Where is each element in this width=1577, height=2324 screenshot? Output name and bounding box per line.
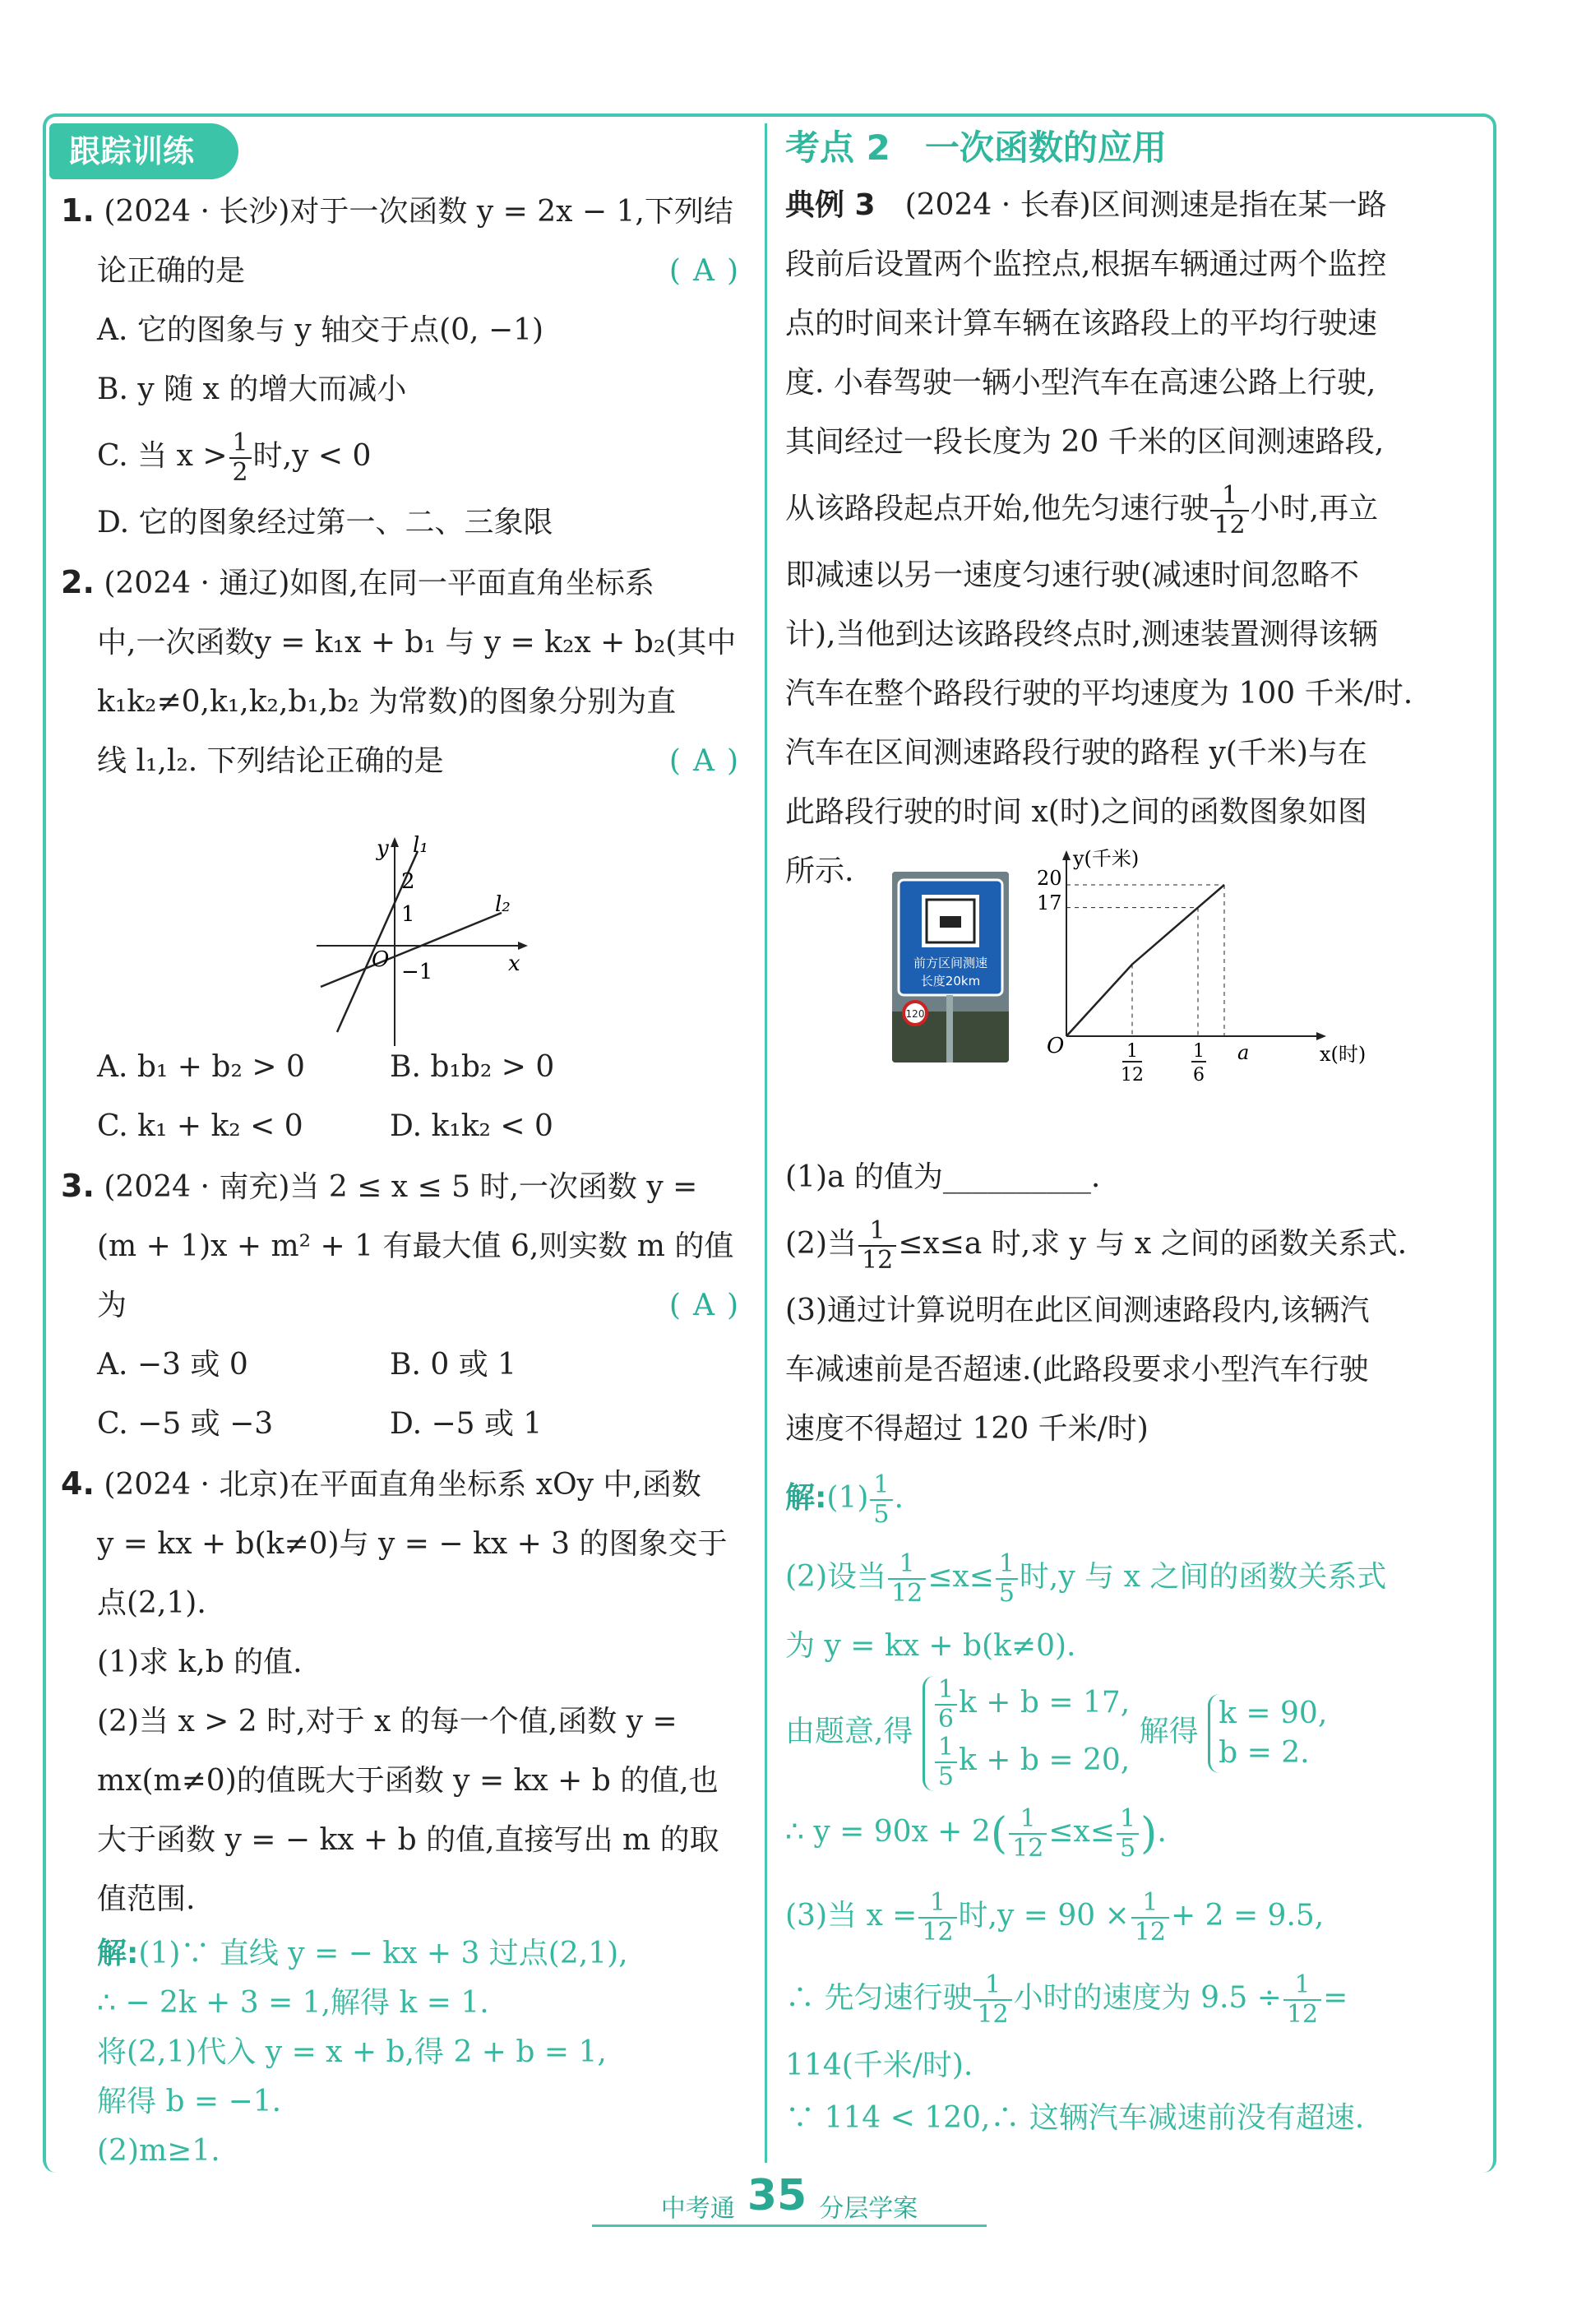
tick-1: 1 <box>401 902 415 927</box>
q1-answer: ( A ) <box>668 254 738 288</box>
q3-option-a: A. −3 或 0 <box>97 1348 248 1382</box>
fraction: $\frac{1}{5}$ <box>996 1550 1018 1608</box>
q3-number: 3. <box>61 1168 95 1204</box>
q3-answer: ( A ) <box>668 1289 738 1322</box>
q1-option-d: D. 它的图象经过第一、二、三象限 <box>97 506 553 539</box>
ex3-label: 典例 3 <box>785 188 876 222</box>
tick-y17: 17 <box>1037 891 1062 914</box>
sign-text-1: 前方区间测速 <box>913 956 988 970</box>
ex3-sol-3d: ∵ 114 < 120,∴ 这辆汽车减速前没有超速. <box>785 2101 1365 2135</box>
q3-option-c: C. −5 或 −3 <box>97 1407 274 1441</box>
q1-stem-line1 <box>61 181 752 242</box>
road-sign-photo <box>892 872 1009 1062</box>
l2-label: l₂ <box>495 892 511 917</box>
footer-left-text: 中考通 <box>660 2194 735 2224</box>
distance-line <box>1066 885 1224 1036</box>
q3-options-cd <box>61 1395 752 1454</box>
ex3-sol-2c: 由题意,得 $\frac{1}{6}$ k + b = 17, $\frac{1}{5}$ k + b = 20, 解得 k = 90, b = 2. <box>785 1675 1328 1791</box>
q4-part2-line1: (2)当 x > 2 时,对于 x 的每一个值,函数 y = <box>97 1705 678 1738</box>
q1-stem1: (2024 · 长沙)对于一次函数 y = 2x − 1,下列结 <box>104 195 733 229</box>
q3-stem-line1: 3. (2024 · 南充)当 2 ≤ x ≤ 5 时,一次函数 y = <box>61 1168 698 1204</box>
footer-line <box>592 2224 987 2227</box>
ex3-line8: 计),当他到达该路段终点时,测速装置测得该辆 <box>785 618 1378 651</box>
page-footer <box>576 2171 1003 2224</box>
ex3-q3-line1: (3)通过计算说明在此区间测速路段内,该辆汽 <box>785 1294 1370 1327</box>
q4-solution-line2: ∴ − 2k + 3 = 1,解得 k = 1. <box>97 1986 489 2020</box>
q3-option-b: B. 0 或 1 <box>390 1348 517 1382</box>
q1-option-b: B. y 随 x 的增大而减小 <box>97 373 407 406</box>
q4-part2-line3: 大于函数 y = − kx + b 的值,直接写出 m 的取 <box>97 1823 719 1857</box>
ex3-line7: 即减速以另一速度匀速行驶(减速时间忽略不 <box>785 558 1360 592</box>
ex3-line1: 典例 3 (2024 · 长春)区间测速是指在某一路 <box>785 188 1387 222</box>
q4-part2-line4: 值范围. <box>97 1882 196 1916</box>
y-axis-label: y(千米) <box>1073 847 1140 870</box>
tick-x2-num: 1 <box>1193 1041 1205 1062</box>
q4-stem-line2: y = kx + b(k≠0)与 y = − kx + 3 的图象交于 <box>97 1527 728 1561</box>
q4-part1: (1)求 k,b 的值. <box>97 1646 303 1679</box>
q1-option-c: C. 当 x > $\frac{1}{2}$ 时,y < 0 <box>97 428 372 487</box>
q3-options-ab <box>61 1336 752 1395</box>
l1-label: l₁ <box>413 833 428 858</box>
q1-stem2: 论正确的是 <box>97 254 246 288</box>
ex3-q1: (1)a 的值为__________. <box>785 1160 1101 1194</box>
q4-stem-line1: 4. (2024 · 北京)在平面直角坐标系 xOy 中,函数 <box>61 1465 701 1502</box>
x-axis-arrow <box>518 942 528 950</box>
column-divider <box>765 123 767 2163</box>
q4-solution-line1: 解:(1)∵ 直线 y = − kx + 3 过点(2,1), <box>97 1937 628 1970</box>
ex3-sol-2b: 为 y = kx + b(k≠0). <box>785 1629 1076 1663</box>
ex3-sol-3c: 114(千米/时). <box>785 2049 973 2082</box>
tick-2: 2 <box>401 869 415 894</box>
page-number: 35 <box>747 2171 807 2220</box>
ex3-sol-3a: (3)当 x = $\frac{1}{12}$ 时,y = 90 × $\frac{1}{12}$ + 2 = 9.5, <box>785 1888 1325 1947</box>
q2-option-c: C. k₁ + k₂ < 0 <box>97 1109 303 1143</box>
tick-x2-den: 6 <box>1193 1065 1205 1086</box>
ex3-line9: 汽车在整个路段行驶的平均速度为 100 千米/时. <box>785 677 1413 711</box>
ex3-line6: 从该路段起点开始,他先匀速行驶 $\frac{1}{12}$ 小时,再立 <box>785 481 1379 539</box>
fraction: $\frac{1}{12}$ <box>1210 482 1248 539</box>
q4-stem-line3: 点(2,1). <box>97 1586 206 1620</box>
tick-x1-den: 12 <box>1121 1065 1144 1086</box>
q2-stem-line3: k₁k₂≠0,k₁,k₂,b₁,b₂ 为常数)的图象分别为直 <box>97 685 677 719</box>
q2-stem-line4: 线 l₁,l₂. 下列结论正确的是 ( A ) <box>61 732 752 791</box>
q2-stem-line2: 中,一次函数y = k₁x + b₁ 与 y = k₂x + b₂(其中 <box>97 626 737 660</box>
equation-system: $\frac{1}{6}$ k + b = 17, $\frac{1}{5}$ k + b = 20, <box>923 1676 1130 1791</box>
q4-solution-line3: 将(2,1)代入 y = x + b,得 2 + b = 1, <box>97 2035 607 2069</box>
x-axis-label: x(时) <box>1320 1043 1367 1066</box>
q4-part2-line2: mx(m≠0)的值既大于函数 y = kx + b 的值,也 <box>97 1764 719 1798</box>
q3-stem-line2: (m + 1)x + m² + 1 有最大值 6,则实数 m 的值 <box>97 1229 734 1263</box>
tick-x1-num: 1 <box>1126 1041 1138 1062</box>
fraction: $\frac{1}{2}$ <box>229 429 252 487</box>
ex3-line10: 汽车在区间测速路段行驶的路程 y(千米)与在 <box>785 736 1367 770</box>
tick-neg1: −1 <box>401 960 433 984</box>
y-axis-label: y <box>377 836 389 861</box>
ex3-solution-label: 解: <box>785 1481 827 1515</box>
ex3-sol-1: 解:(1) $\frac{1}{5}$ . <box>785 1470 904 1529</box>
q3-stem-line3: 为 ( A ) <box>61 1276 752 1336</box>
ex3-q3-line2: 车减速前是否超速.(此路段要求小型汽车行驶 <box>785 1353 1369 1387</box>
origin-label: O <box>372 947 390 972</box>
q4-solution-line4: 解得 b = −1. <box>97 2085 282 2118</box>
right-column <box>785 123 1476 2145</box>
ex3-q2: (2)当 $\frac{1}{12}$ ≤x≤a 时,求 y 与 x 之间的函数关系式. <box>785 1216 1408 1275</box>
q4-solution-line5: (2)m≥1. <box>97 2134 220 2168</box>
fraction: $\frac{1}{12}$ <box>858 1217 896 1275</box>
ex3-line4: 度. 小春驾驶一辆小型汽车在高速公路上行驶, <box>785 366 1376 400</box>
q2-option-b: B. b₁b₂ > 0 <box>390 1050 555 1084</box>
fraction: $\frac{1}{12}$ <box>888 1550 926 1608</box>
ex3-line11: 此路段行驶的时间 x(时)之间的函数图象如图 <box>785 795 1367 829</box>
q4-solution-label: 解: <box>97 1937 139 1970</box>
q2-stem-line1: 2. (2024 · 通辽)如图,在同一平面直角坐标系 <box>61 564 654 600</box>
ex3-sol-2a: (2)设当 $\frac{1}{12}$ ≤x≤ $\frac{1}{5}$ 时,y 与 x 之间的函数关系式 <box>785 1549 1387 1608</box>
ex3-line12: 所示. <box>785 854 854 888</box>
left-column <box>61 181 752 2176</box>
ex3-line2: 段前后设置两个监控点,根据车辆通过两个监控 <box>785 248 1387 281</box>
kp2-title: 考点 2 一次函数的应用 <box>785 127 1167 168</box>
footer-right-text: 分层学案 <box>819 2194 918 2224</box>
y-axis-arrow <box>391 837 399 847</box>
q2-option-d: D. k₁k₂ < 0 <box>390 1109 553 1143</box>
speed-limit-text: 120 <box>905 1008 925 1020</box>
ex3-line5: 其间经过一段长度为 20 千米的区间测速路段, <box>785 425 1385 459</box>
q2-option-a: A. b₁ + b₂ > 0 <box>97 1050 305 1084</box>
ex3-q3-line3: 速度不得超过 120 千米/时) <box>785 1412 1149 1446</box>
ex3-sol-3b: ∴ 先匀速行驶 $\frac{1}{12}$ 小时的速度为 9.5 ÷ $\frac{1}{12}$ = <box>785 1970 1348 2029</box>
q1-number: 1. <box>61 192 95 229</box>
tick-xa: a <box>1237 1041 1250 1064</box>
tick-y20: 20 <box>1037 867 1062 890</box>
x-axis-label: x <box>508 951 520 976</box>
ex3-distance-time-graph <box>1032 847 1377 1094</box>
q2-options-cd <box>61 1097 752 1156</box>
q4-number: 4. <box>61 1465 95 1502</box>
origin-label: O <box>1047 1034 1065 1058</box>
q1-stem-line2 <box>61 242 752 301</box>
ex3-line3: 点的时间来计算车辆在该路段上的平均行驶速 <box>785 307 1378 340</box>
sign-text-2: 长度20km <box>920 974 981 988</box>
fraction: $\frac{1}{5}$ <box>870 1471 892 1529</box>
solution-system: k = 90, b = 2. <box>1208 1694 1327 1773</box>
q2-number: 2. <box>61 564 95 600</box>
q1-option-a: A. 它的图象与 y 轴交于点(0, −1) <box>97 313 544 347</box>
q2-answer: ( A ) <box>668 744 738 778</box>
q3-option-d: D. −5 或 1 <box>390 1407 543 1441</box>
q2-coordinate-graph <box>312 831 543 1053</box>
ex3-sol-2d: ∴ y = 90x + 2( $\frac{1}{12}$ ≤x≤ $\frac{1}{5}$ ). <box>785 1804 1167 1863</box>
section-tag: 跟踪训练 <box>49 123 238 179</box>
